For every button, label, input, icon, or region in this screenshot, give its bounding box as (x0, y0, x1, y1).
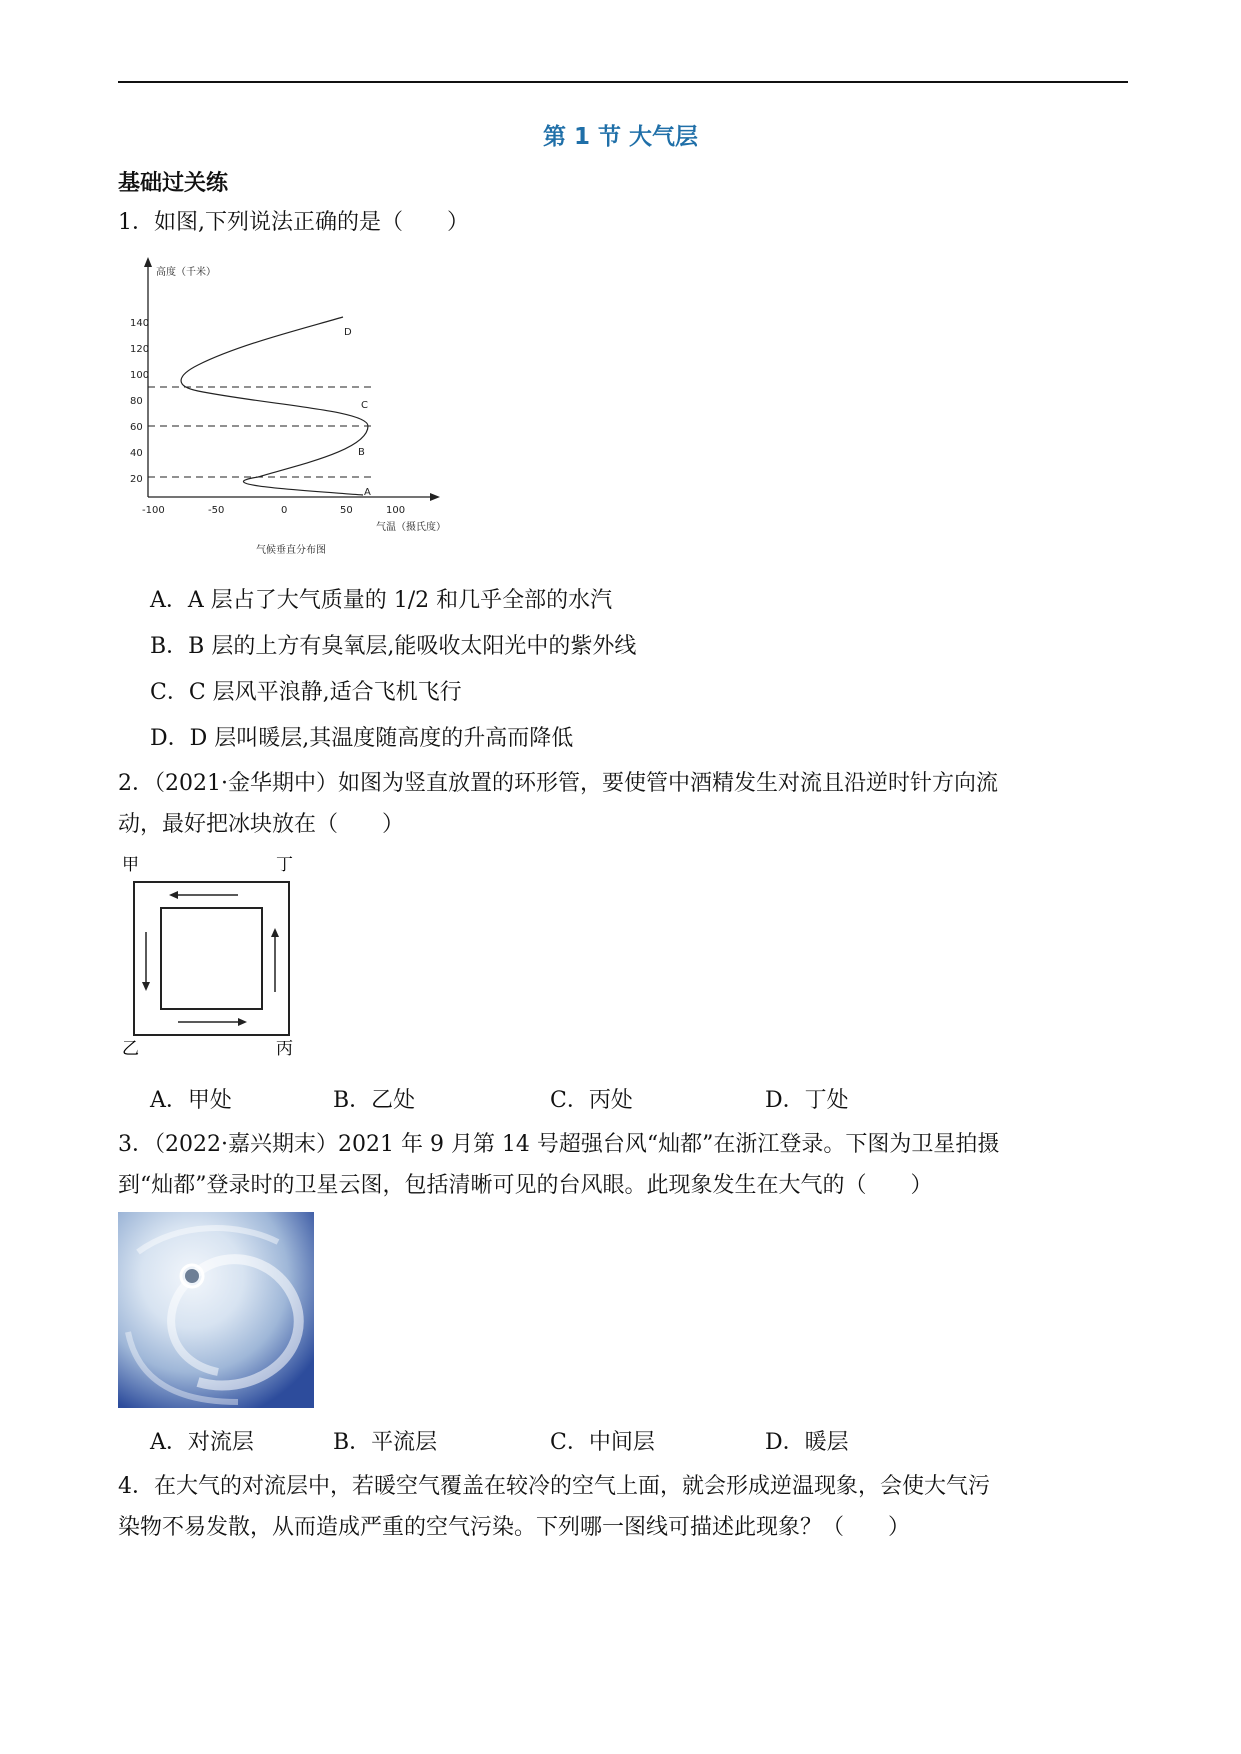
q1-option-a: A．A 层占了大气质量的 1/2 和几乎全部的水汽 (150, 588, 613, 613)
q3-option-a: A．对流层 (150, 1430, 254, 1455)
q3-option-c: C．中间层 (550, 1430, 655, 1455)
section-heading: 基础过关练 (118, 171, 229, 196)
x-tick: -100 (142, 505, 165, 516)
x-tick: 100 (386, 505, 406, 516)
q1-option-d: D．D 层叫暖层,其温度随高度的升高而降低 (150, 726, 574, 751)
q1-option-b: B．B 层的上方有臭氧层,能吸收太阳光中的紫外线 (150, 634, 637, 659)
question-2-stem-line2: 动，最好把冰块放在（ ） (118, 812, 405, 837)
layer-label-a: A (364, 487, 371, 498)
corner-label-yi: 乙 (122, 1039, 139, 1059)
corner-label-bing: 丙 (276, 1039, 293, 1059)
x-axis-label: 气温（摄氏度） (376, 522, 446, 533)
y-tick: 60 (130, 422, 143, 433)
ring-tube-diagram (118, 852, 308, 1062)
outer-tube-wall (134, 882, 289, 1035)
chart-caption: 气候垂直分布图 (256, 545, 326, 555)
inner-tube-wall (161, 908, 262, 1009)
y-tick: 120 (130, 344, 150, 355)
header-rule (118, 81, 1128, 83)
layer-label-c: C (361, 400, 368, 411)
y-tick: 20 (130, 474, 143, 485)
temperature-altitude-chart (118, 255, 478, 555)
y-tick: 100 (130, 370, 150, 381)
q2-option-b: B．乙处 (333, 1088, 416, 1113)
q2-option-a: A．甲处 (150, 1088, 232, 1113)
y-tick: 80 (130, 396, 143, 407)
x-tick: -50 (208, 505, 225, 516)
typhoon-satellite-image (118, 1212, 314, 1408)
q3-option-b: B．平流层 (333, 1430, 438, 1455)
q3-option-d: D．暖层 (765, 1430, 849, 1455)
typhoon-eye (185, 1269, 199, 1283)
y-tick: 140 (130, 318, 150, 329)
temperature-curve (181, 317, 368, 495)
x-axis-arrow (430, 493, 440, 501)
q2-option-d: D．丁处 (765, 1088, 849, 1113)
x-tick: 50 (340, 505, 353, 516)
question-3-stem-line1: 3．（2022·嘉兴期末）2021 年 9 月第 14 号超强台风“灿都”在浙江登录。下图为卫星拍摄 (118, 1132, 1000, 1157)
q1-option-c: C．C 层风平浪静,适合飞机飞行 (150, 680, 462, 705)
y-tick: 40 (130, 448, 143, 459)
question-4-stem-line1: 4．在大气的对流层中，若暖空气覆盖在较冷的空气上面，就会形成逆温现象，会使大气污 (118, 1474, 991, 1499)
q2-option-c: C．丙处 (550, 1088, 633, 1113)
corner-label-jia: 甲 (122, 855, 139, 875)
layer-label-d: D (344, 327, 352, 338)
question-1-stem: 1．如图,下列说法正确的是（ ） (118, 210, 469, 235)
question-4-stem-line2: 染物不易发散，从而造成严重的空气污染。下列哪一图线可描述此现象？（ ） (118, 1515, 911, 1540)
question-2-stem-line1: 2．（2021·金华期中）如图为竖直放置的环形管，要使管中酒精发生对流且沿逆时针方向流 (118, 771, 998, 796)
page-title: 第 1 节 大气层 (542, 124, 699, 150)
y-axis-label: 高度（千米） (156, 267, 216, 278)
layer-label-b: B (358, 447, 365, 458)
question-3-stem-line2: 到“灿都”登录时的卫星云图，包括清晰可见的台风眼。此现象发生在大气的（ ） (118, 1173, 933, 1198)
x-tick: 0 (281, 505, 288, 516)
corner-label-ding: 丁 (276, 855, 293, 875)
y-axis-arrow (144, 257, 152, 267)
